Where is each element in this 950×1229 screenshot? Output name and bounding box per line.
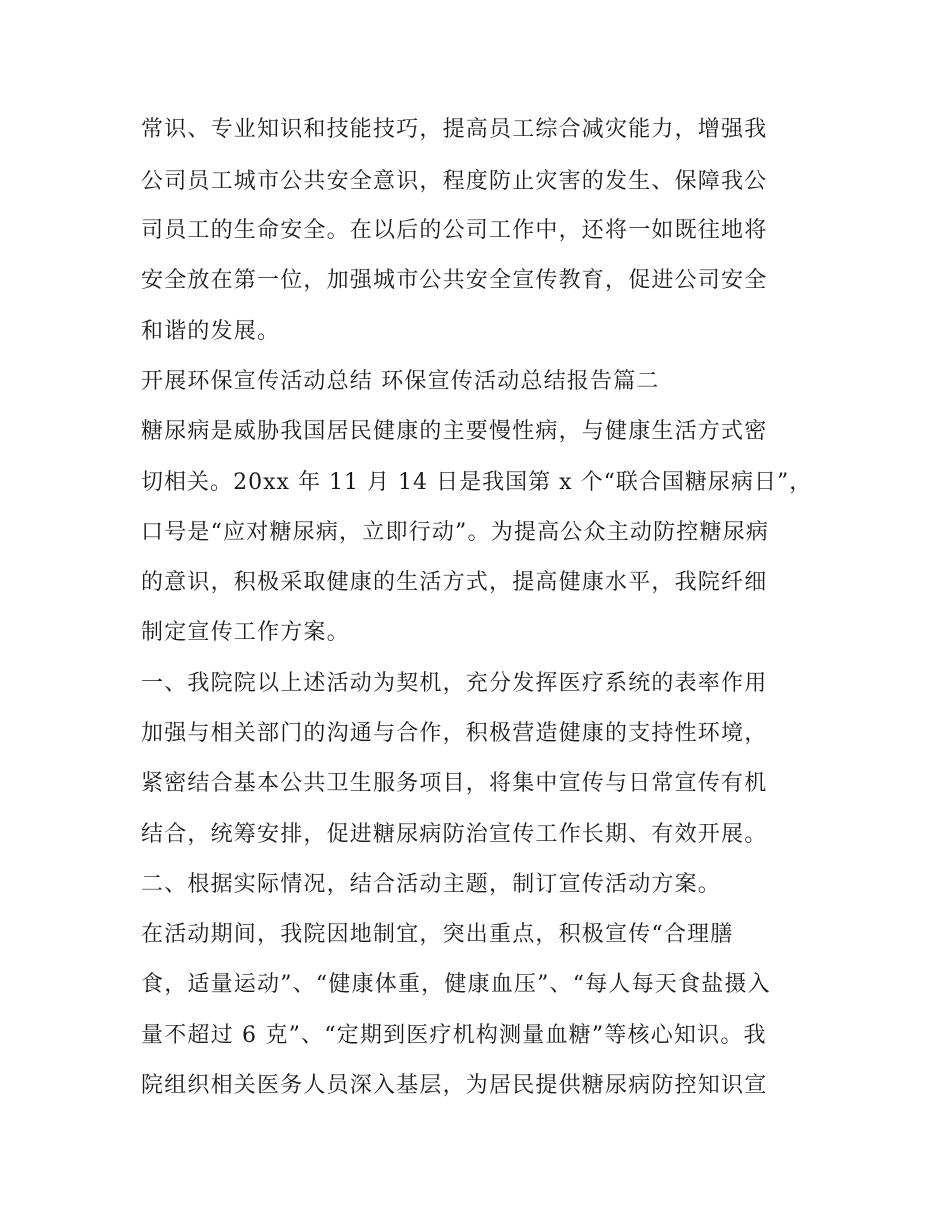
text-line: 结合，统筹安排，促进糖尿病防治宣传工作长期、有效开展。 [141, 822, 768, 847]
text-line: 司员工的生命安全。在以后的公司工作中，还将一如既往地将 [141, 218, 768, 243]
text-line: 院组织相关医务人员深入基层，为居民提供糖尿病防控知识宣 [141, 1073, 768, 1098]
text-line: 二、根据实际情况，结合活动主题，制订宣传活动方案。 [141, 872, 722, 897]
text-line: 口号是“应对糖尿病，立即行动”。为提高公众主动防控糖尿病 [141, 520, 770, 545]
text-line: 紧密结合基本公共卫生服务项目，将集中宣传与日常宣传有机 [141, 771, 768, 796]
text-line: 在活动期间，我院因地制宜，突出重点，积极宣传“合理膳 [141, 922, 734, 947]
text-line: 常识、专业知识和技能技巧，提高员工综合减灾能力，增强我 [141, 117, 768, 142]
text-line: 制定宣传工作方案。 [141, 620, 350, 645]
text-line: 一、我院院以上述活动为契机，充分发挥医疗系统的表率作用 [141, 671, 768, 696]
text-line: 公司员工城市公共安全意识，程度防止灾害的发生、保障我公 [141, 169, 768, 194]
text-line: 和谐的发展。 [141, 319, 281, 344]
section-heading: 开展环保宣传活动总结 环保宣传活动总结报告篇二 [141, 369, 660, 394]
text-line: 切相关。20xx 年 11 月 14 日是我国第 x 个“联合国糖尿病日”， [141, 470, 813, 495]
text-line: 安全放在第一位，加强城市公共安全宣传教育，促进公司安全 [141, 268, 768, 293]
text-line: 的意识，积极采取健康的生活方式，提高健康水平，我院纤细 [141, 570, 768, 595]
text-line: 加强与相关部门的沟通与合作，积极营造健康的支持性环境， [141, 721, 768, 746]
text-line: 糖尿病是威胁我国居民健康的主要慢性病，与健康生活方式密 [141, 419, 768, 444]
text-line: 量不超过 6 克”、“定期到医疗机构测量血糖”等核心知识。我 [141, 1023, 767, 1048]
text-line: 食，适量运动”、“健康体重，健康血压”、“每人每天食盐摄入 [141, 972, 771, 997]
